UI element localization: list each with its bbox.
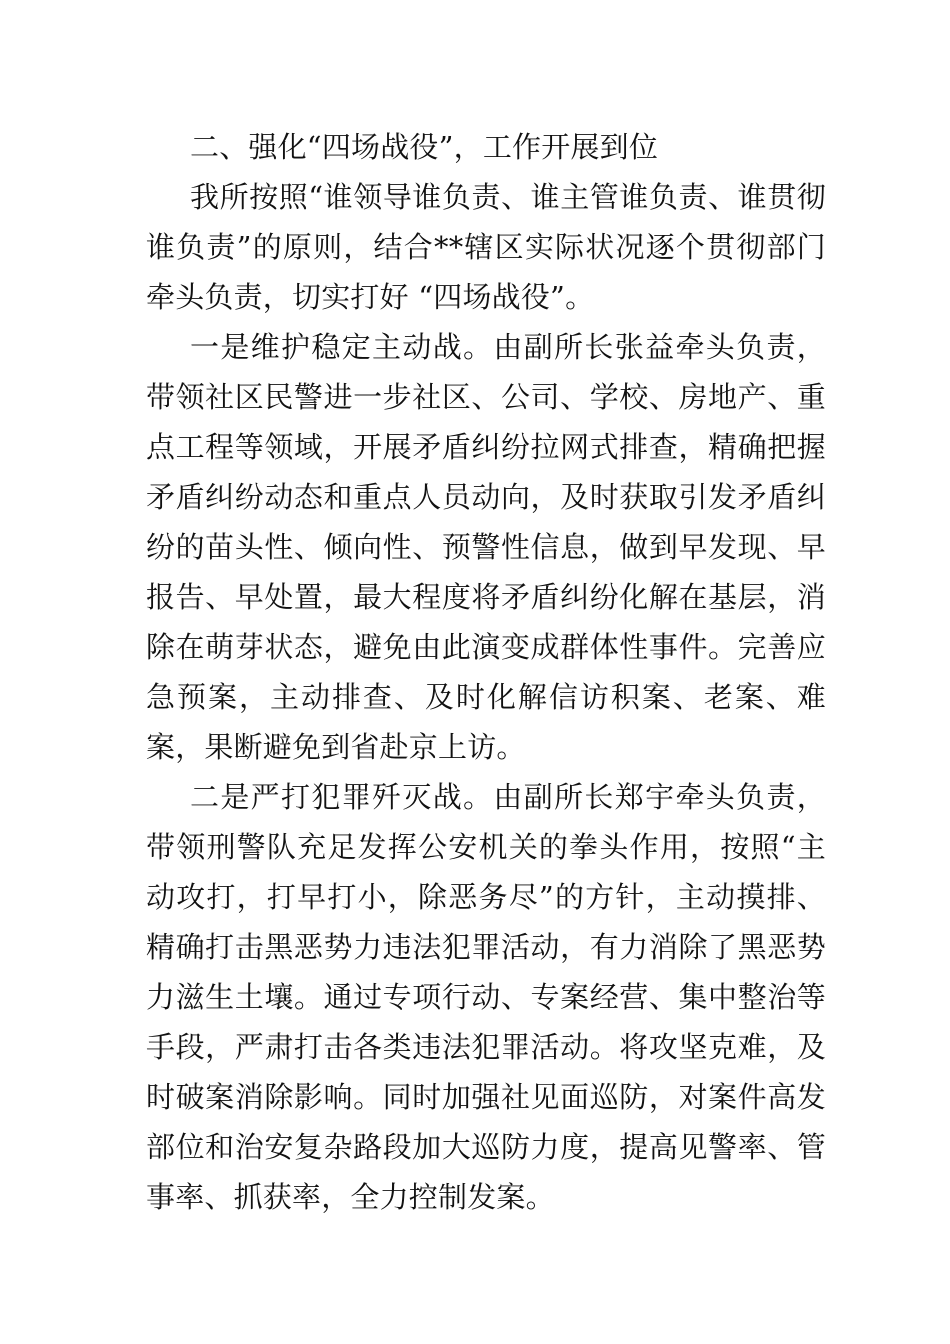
- paragraph-crime: 二是严打犯罪歼灭战。由副所长郑宇牵头负责，带领刑警队充足发挥公安机关的拳头作用，按照“主动攻打，打早打小，除恶务尽”的方针，主动摸排、精确打击黑恶势力违法犯罪活动，有力消除了黑恶势力滋生土壤。通过专项行动、专案经营、集中整治等手段，严肃打击各类违法犯罪活动。将攻坚克难，及时破案消除影响。同时加强社见面巡防，对案件高发部位和治安复杂路段加大巡防力度，提高见警率、管事率、抓获率，全力控制发案。: [146, 780, 826, 1214]
- section-heading: 二、强化“四场战役”，工作开展到位: [190, 130, 659, 164]
- paragraph-stability: 一是维护稳定主动战。由副所长张益牵头负责，带领社区民警进一步社区、公司、学校、房地产、重点工程等领域，开展矛盾纠纷拉网式排查，精确把握矛盾纠纷动态和重点人员动向，及时获取引发矛盾纠纷的苗头性、倾向性、预警性信息，做到早发现、早报告、早处置，最大程度将矛盾纠纷化解在基层，消除在萌芽状态，避免由此演变成群体性事件。完善应急预案，主动排查、及时化解信访积案、老案、难案，果断避免到省赴京上访。: [146, 330, 826, 764]
- paragraph-intro: 我所按照“谁领导谁负责、谁主管谁负责、谁贯彻谁负责”的原则，结合**辖区实际状况逐个贯彻部门牵头负责，切实打好 “四场战役”。: [146, 180, 826, 314]
- document-body: [146, 122, 826, 1222]
